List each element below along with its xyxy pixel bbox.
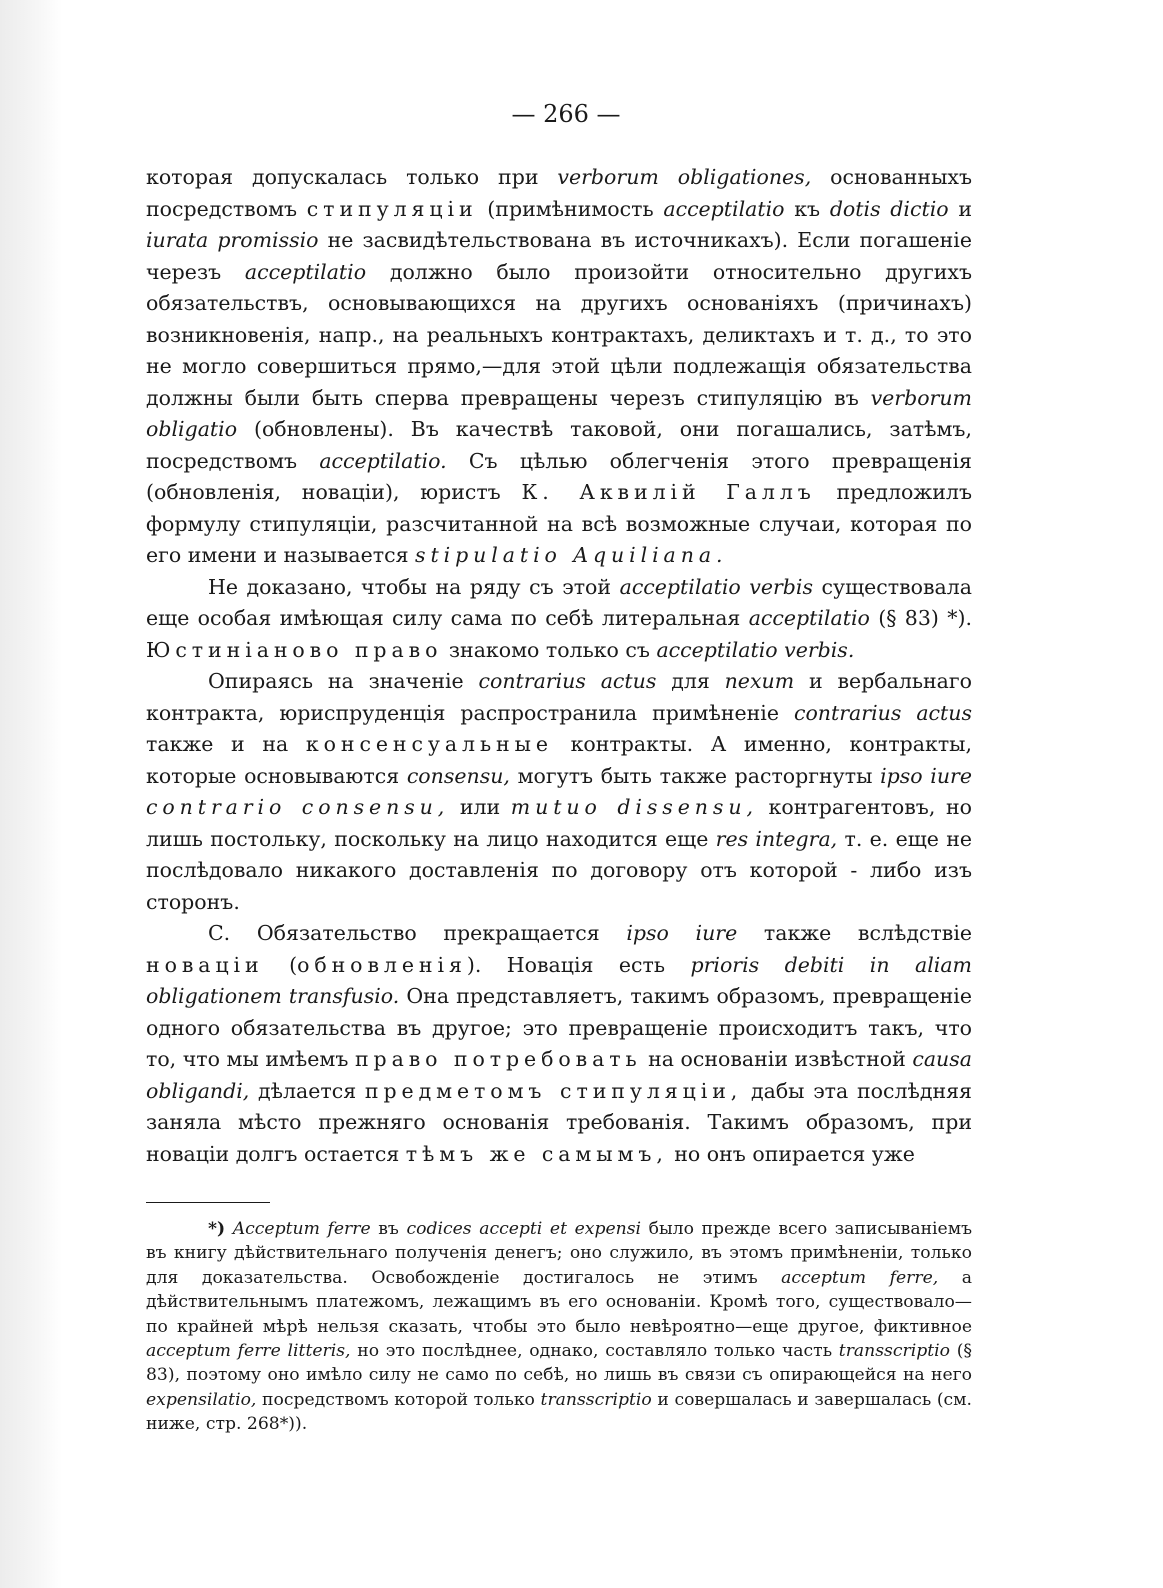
text-run: или [449, 795, 511, 819]
text-run: дѣлается [249, 1078, 365, 1103]
emphasis-spaced: право потребовать [354, 1047, 642, 1071]
latin-term: acceptilatio verbis [619, 574, 813, 599]
latin-term: res integra, [715, 826, 838, 851]
latin-term: verborum obligatio [146, 385, 972, 441]
footnote [146, 1217, 972, 1437]
latin-term: codices accepti et expensi [406, 1219, 642, 1239]
text-run: знакомо только съ [442, 637, 657, 662]
latin-term: prioris debiti in aliam obligationem transfusio. [146, 952, 972, 1008]
text-run: Съ цѣлью облегченія этого превращенія (обновленія, новаціи), юристъ [146, 448, 972, 504]
latin-term: acceptilatio. [319, 448, 447, 473]
text-run: С. Обязательство прекращается [208, 921, 627, 945]
text-run: но это послѣднее, однако, составляло только часть [350, 1341, 839, 1362]
text-run: также и на [146, 732, 306, 756]
latin-term: consensu, [406, 763, 510, 788]
text-run: предложилъ формулу стипуляціи, разсчитанной на всѣ возможные случаи, которая по его имени и называется [146, 480, 972, 567]
latin-term: causa obligandi, [146, 1047, 972, 1103]
text-run: для [656, 669, 725, 693]
text-run: контрагентовъ, но лишь постольку, поскольку на лицо находится еще [146, 795, 972, 851]
latin-term: Acceptum ferre [232, 1219, 371, 1239]
text-run: (обновлены). Въ качествѣ таковой, они погашались, затѣмъ, посредствомъ [146, 417, 972, 473]
text-run: посредствомъ которой только [256, 1389, 541, 1410]
text-run: а дѣйствительнымъ платежомъ, лежащимъ въ его основаніи. Кромѣ того, существовало—по крайней мѣрѣ нельзя сказать, чтобы это было невѣроятно—еще другое, фиктивное [146, 1267, 973, 1337]
emphasis-spaced: Юстиніаново право [146, 637, 443, 662]
latin-term: acceptum ferre, [781, 1267, 939, 1288]
latin-term: iurata promissio [146, 228, 319, 252]
latin-term: stipulatio Aquiliana. [415, 543, 728, 567]
paragraph-1 [146, 162, 972, 572]
text-run: которая допускалась только при [146, 165, 558, 189]
text-run: на основаніи извѣстной [641, 1047, 913, 1071]
emphasis-spaced: консенсуальные [305, 732, 553, 756]
text-run: (§ 83) *). [869, 606, 972, 630]
paragraph-4 [146, 918, 972, 1170]
text-run: но онъ опирается уже [667, 1141, 915, 1166]
text-run: и совершалась и завершалась (см. ниже, стр. 268*)). [146, 1389, 973, 1435]
latin-term: transscriptio [540, 1389, 652, 1410]
text-run: существовала еще особая имѣющая силу сама по себѣ литеральная [146, 574, 972, 630]
latin-term: acceptum ferre litteris, [146, 1341, 351, 1362]
text-run: было прежде всего записываніемъ въ книгу дѣйствительнаго полученія денегъ; оно служило, въ этомъ примѣненіи, только для доказательства. Освобожденіе достигалось не этимъ [146, 1219, 972, 1288]
page-number: — 266 — [511, 100, 621, 128]
latin-term: nexum [724, 669, 795, 693]
text-run: контракты. А именно, контракты, которые основываются [146, 732, 972, 788]
footnote-marker: *) [208, 1219, 226, 1239]
text-run: дабы эта послѣдняя заняла мѣсто прежняго основанія требованія. Такимъ образомъ, при новаціи долгъ остается [146, 1078, 972, 1166]
emphasis-spaced: стипуляціи [306, 196, 478, 221]
text-run: къ [784, 196, 830, 221]
latin-term: acceptilatio [663, 196, 785, 221]
paragraph-2 [146, 572, 972, 667]
latin-term: acceptilatio [748, 606, 870, 630]
latin-term: dotis dictio [829, 196, 949, 221]
text-run: Не доказано, чтобы на ряду съ этой [208, 574, 620, 599]
latin-term: ipso iure [626, 921, 738, 945]
text-run: ). Новація есть [466, 952, 691, 977]
text-run: должно было произойти относительно другихъ обязательствъ, основывающихся на другихъ основаніяхъ (причинахъ) возникновенія, напр., на реальныхъ контрактахъ, деликтахъ и т. д., то это не могло совершиться прямо,—для этой цѣли подлежащія обязательства должны были быть сперва превращены черезъ стипуляцію въ [146, 259, 972, 410]
latin-term: ipso iure [880, 763, 972, 788]
text-run: Опираясь на значеніе [208, 669, 479, 693]
latin-term: expensilatio, [146, 1389, 257, 1410]
emphasis-spaced: предметомъ стипуляціи, [364, 1078, 743, 1103]
text-run: также вслѣдствіе [737, 921, 973, 945]
text-run: (примѣнимость [477, 196, 664, 221]
latin-term: contrario consensu, [146, 795, 450, 819]
scan-margin-shadow [0, 0, 62, 1588]
latin-term: verborum obligationes, [557, 165, 812, 189]
latin-term: acceptilatio verbis. [656, 637, 855, 662]
emphasis-spaced: К. Аквилій Галлъ [521, 480, 816, 504]
footnote-divider [146, 1202, 270, 1203]
book-page [146, 96, 972, 1437]
text-run: могутъ быть также расторгнуты [509, 763, 881, 788]
latin-term: acceptilatio [244, 259, 367, 284]
emphasis-spaced: новаціи [146, 952, 264, 977]
paragraph-3 [146, 666, 972, 918]
emphasis-spaced: тѣмъ же самымъ, [405, 1141, 668, 1166]
latin-term: contrarius actus [478, 669, 657, 693]
text-run: и вербальнаго контракта, юриспруденція распространила примѣненіе [146, 669, 972, 725]
latin-term: transscriptio [838, 1341, 950, 1362]
latin-term: contrarius actus [793, 700, 972, 725]
text-run: Она представляетъ, такимъ образомъ, превращеніе одного обязательства въ другое; это превращеніе происходитъ такъ, что то, что мы имѣемъ [146, 984, 972, 1071]
text-run: ( [263, 952, 298, 977]
text-run: въ [370, 1219, 407, 1239]
text-run: основанныхъ посредствомъ [146, 165, 972, 221]
emphasis-spaced: обновленія [297, 952, 467, 977]
text-run: т. е. еще не послѣдовало никакого доставленія по договору отъ которой - либо изъ сторонъ. [146, 826, 972, 914]
text-run: (§ 83), поэтому оно имѣло силу не само по себѣ, но лишь въ связи съ опирающейся на него [146, 1341, 972, 1386]
text-run: и [948, 196, 972, 221]
latin-term: mutuo dissensu, [510, 795, 758, 819]
text-run: не засвидѣтельствована въ источникахъ). Если погашеніе черезъ [146, 228, 972, 284]
